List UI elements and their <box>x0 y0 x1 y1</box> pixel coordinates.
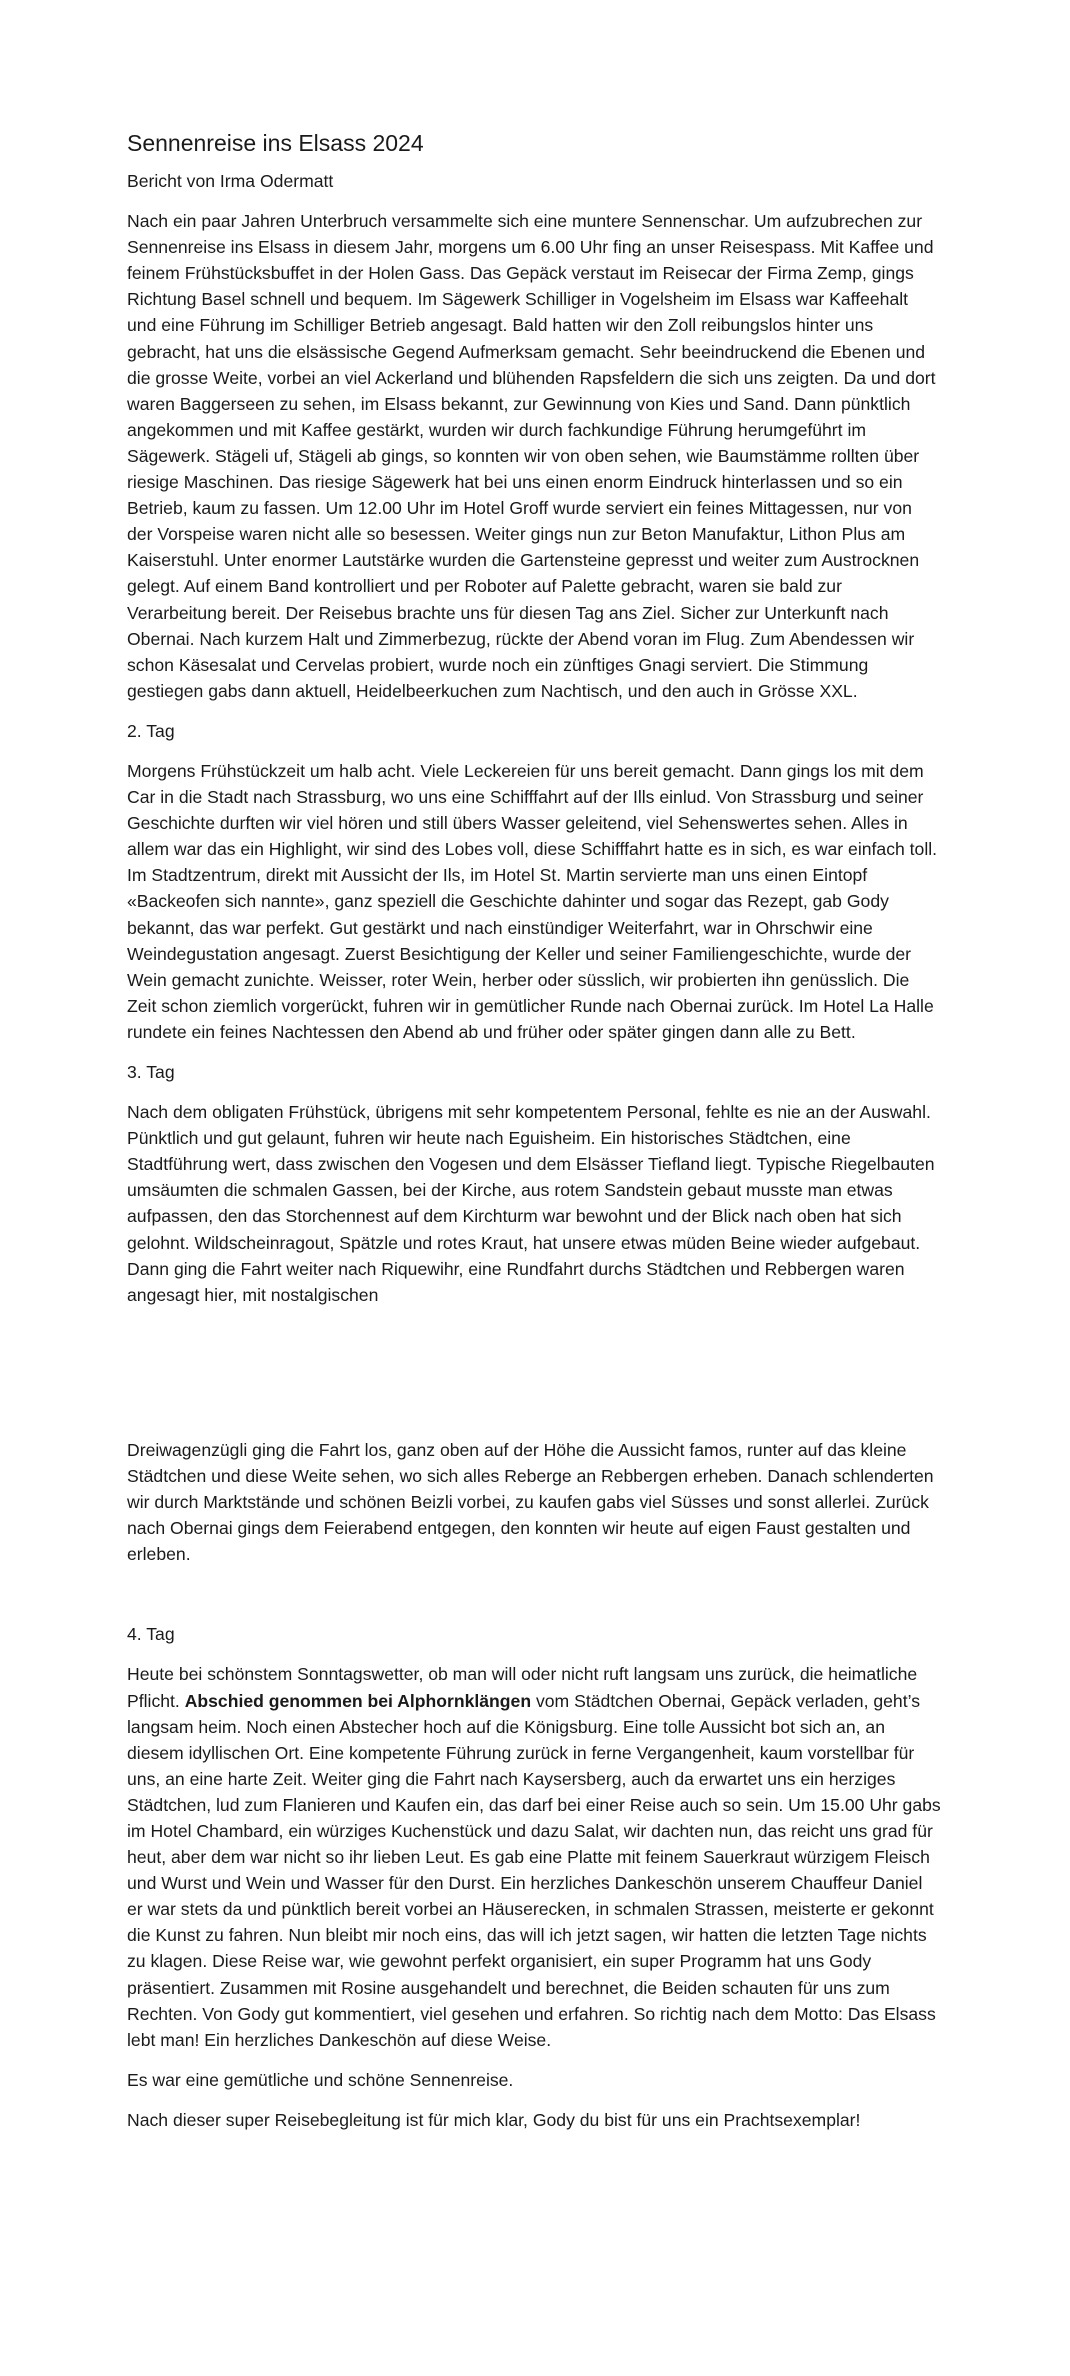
day1-paragraph: Nach ein paar Jahren Unterbruch versammelte sich eine muntere Sennenschar. Um aufzubrechen zur Sennenreise ins Elsass in diesem Jahr, morgens um 6.00 Uhr fing an unser Reisespass. Mit Kaffee und feinem Frühstücksbuffet in der Holen Gass. Das Gepäck verstaut im Reisecar der Firma Zemp, gings Richtung Basel schnell und bequem. Im Sägewerk Schilliger in Vogelsheim im Elsass war Kaffeehalt und eine Führung im Schilliger Betrieb angesagt. Bald hatten wir den Zoll reibungslos hinter uns gebracht, hat uns die elsässische Gegend Aufmerksam gemacht. Sehr beeindruckend die Ebenen und die grosse Weite, vorbei an viel Ackerland und blühenden Rapsfeldern die sich uns zeigten. Da und dort waren Baggerseen zu sehen, im Elsass bekannt, zur Gewinnung von Kies und Sand. Dann pünktlich angekommen und mit Kaffee gestärkt, wurden wir durch fachkundige Führung herumgeführt im Sägewerk. Stägeli uf, Stägeli ab gings, so konnten wir von oben sehen, wie Baumstämme rollten über riesige Maschinen. Das riesige Sägewerk hat bei uns einen enorm Eindruck hinterlassen und so ein Betrieb, kaum zu fassen. Um 12.00 Uhr im Hotel Groff wurde serviert ein feines Mittagessen, nur von der Vorspeise waren nicht alle so besessen. Weiter gings nun zur Beton Manufaktur, Lithon Plus am Kaiserstuhl. Unter enormer Lautstärke wurden die Gartensteine gepresst und weiter zum Austrocknen gelegt. Auf einem Band kontrolliert und per Roboter auf Palette gebracht, waren sie bald zur Verarbeitung bereit. Der Reisebus brachte uns für diesen Tag ans Ziel. Sicher zur Unterkunft nach Obernai. Nach kurzem Halt und Zimmerbezug, rückte der Abend voran im Flug. Zum Abendessen wir schon Käsesalat und Cervelas probiert, wurde noch ein zünftiges Gnagi serviert. Die Stimmung gestiegen gabs dann aktuell, Heidelbeerkuchen zum Nachtisch, und den auch in Grösse XXL. <box>127 211 936 701</box>
day2-paragraph: Morgens Frühstückzeit um halb acht. Viele Leckereien für uns bereit gemacht. Dann gings los mit dem Car in die Stadt nach Strassburg, wo uns eine Schifffahrt auf der Ills einlud. Von Strassburg und seiner Geschichte durften wir viel hören und still übers Wasser geleitend, viel Sehenswertes sehen. Alles in allem war das ein Highlight, wir sind des Lobes voll, diese Schifffahrt hatte es in sich, es war einfach toll. Im Stadtzentrum, direkt mit Aussicht der Ils, im Hotel St. Martin servierte man uns einen Eintopf «Backeofen sich nannte», ganz speziell die Geschichte dahinter und sogar das Rezept, gab Gody bekannt, das war perfekt. Gut gestärkt und nach einstündiger Weiterfahrt, war in Ohrschwir eine Weindegustation angesagt. Zuerst Besichtigung der Keller und seiner Familiengeschichte, wurde der Wein gemacht zunichte. Weisser, roter Wein, herber oder süsslich, wir probierten ihn genüsslich. Die Zeit schon ziemlich vorgerückt, fuhren wir in gemütlicher Runde nach Obernai zurück. Im Hotel La Halle rundete ein feines Nachtessen den Abend ab und früher oder später gingen dann alle zu Bett. <box>127 760 938 1042</box>
section-gap <box>127 1581 942 1621</box>
document-page <box>127 128 942 2147</box>
day3-paragraph-part1: Nach dem obligaten Frühstück, übrigens mit sehr kompetentem Personal, fehlte es nie an der Auswahl. Pünktlich und gut gelaunt, fuhren wir heute nach Eguisheim. Ein historisches Städtchen, eine Stadtführung wert, dass zwischen den Vogesen und dem Elsässer Tiefland liegt. Typische Riegelbauten umsäumten die schmalen Gassen, bei der Kirche, aus rotem Sandstein gebaut musste man etwas aufpassen, den das Storchennest auf dem Kirchturm war bewohnt und der Blick nach oben hat sich gelohnt. Wildscheinragout, Spätzle und rotes Kraut, hat unsere etwas müden Beine wieder aufgebaut. Dann ging die Fahrt weiter nach Riquewihr, eine Rundfahrt durchs Städtchen und Rebbergen waren angesagt hier, mit nostalgischen <box>127 1102 935 1305</box>
author-line: Bericht von Irma Odermatt <box>127 171 334 191</box>
day2-heading: 2. Tag <box>127 720 175 741</box>
day4-text-rest: vom Städtchen Obernai, Gepäck verladen, geht’s langsam heim. Noch einen Abstecher hoch auf die Königsburg. Eine tolle Aussicht bot sich an, an diesem idyllischen Ort. Eine kompetente Führung zurück in ferne Vergangenheit, kaum vorstellbar für uns, an eine harte Zeit. Weiter ging die Fahrt nach Kaysersberg, auch da erwartet uns ein herziges Städtchen, lud zum Flanieren und Kaufen ein, das darf bei einer Reise auch so sein. Um 15.00 Uhr gabs im Hotel Chambard, ein würziges Kuchenstück und dazu Salat, wir dachten nun, das reicht uns grad für heut, aber dem war nicht so ihr lieben Leut. Es gab eine Platte mit feinem Sauerkraut würzigem Fleisch und Wurst und Wein und Wasser für den Durst. Ein herzliches Dankeschön unserem Chauffeur Daniel er war stets da und pünktlich bereit vorbei an Häuserecken, in schmalen Strassen, meisterte er gekonnt die Kunst zu fahren. Nun bleibt mir noch eins, das will ich jetzt sagen, wir hatten die letzten Tage nichts zu klagen. Diese Reise war, wie gewohnt perfekt organisiert, ein super Programm hat uns Gody präsentiert. Zusammen mit Rosine ausgehandelt und berechnet, die Beiden schauten für uns zum Rechten. Von Gody gut kommentiert, viel gesehen und erfahren. So richtig nach dem Motto: Das Elsass lebt man! Ein herzliches Dankeschön auf diese Weise. <box>127 1690 941 2050</box>
closing-thanks: Nach dieser super Reisebegleitung ist für mich klar, Gody du bist für uns ein Prachtsexemplar! <box>127 2109 861 2130</box>
page-break-gap <box>127 1322 942 1437</box>
day3-paragraph-part2: Dreiwagenzügli ging die Fahrt los, ganz oben auf der Höhe die Aussicht famos, runter auf das kleine Städtchen und diese Weite sehen, wo sich alles Reberge an Rebbergen erheben. Danach schlenderten wir durch Marktstände und schönen Beizli vorbei, zu kaufen gabs viel Süsses und sonst allerlei. Zurück nach Obernai gings dem Feierabend entgegen, den konnten wir heute auf eigen Faust gestalten und erleben. <box>127 1439 934 1565</box>
day4-paragraph <box>127 1661 942 2052</box>
day4-bold-phrase: Abschied genommen bei Alphornklängen <box>184 1690 532 1711</box>
day4-heading: 4. Tag <box>127 1624 175 1645</box>
closing-sentence: Es war eine gemütliche und schöne Sennenreise. <box>127 2069 514 2090</box>
day3-heading: 3. Tag <box>127 1062 175 1082</box>
document-title: Sennenreise ins Elsass 2024 <box>127 130 424 156</box>
day4-text-start: Heute bei schönstem Sonntagswetter, ob man will oder nicht ruft langsam uns zurück, die heimatliche Pflicht. <box>127 1664 918 1711</box>
